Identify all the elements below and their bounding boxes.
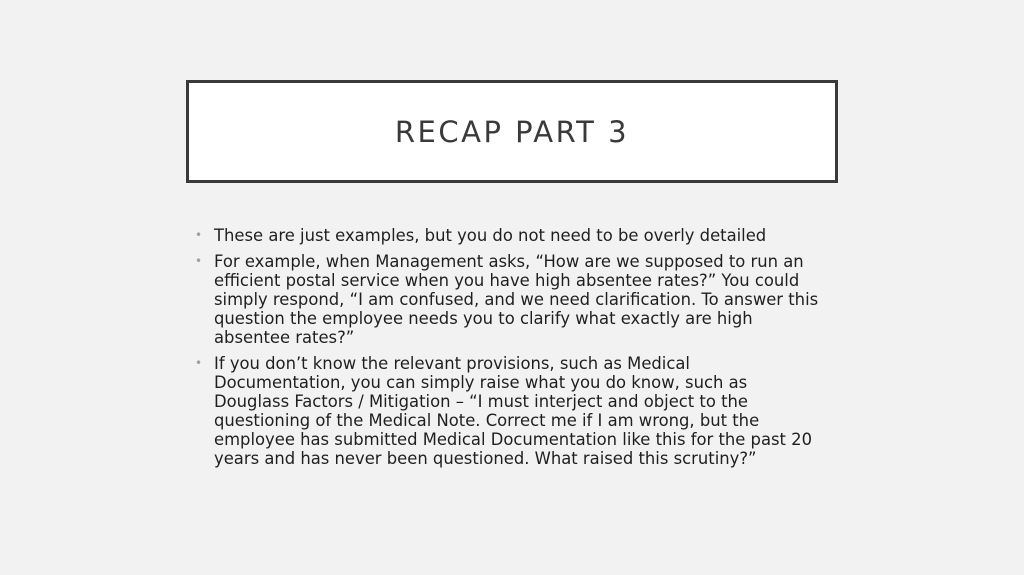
- title-box: [186, 80, 838, 183]
- bullet-text: For example, when Management asks, “How are we supposed to run an efficient postal service when you have high absentee rates?” You could simply respond, “I am confused, and we need clarification. To answer this question the employee needs you to clarify what exactly are high absentee rates?”: [214, 252, 819, 347]
- bullet-item: [195, 226, 825, 245]
- bullet-text: If you don’t know the relevant provisions, such as Medical Documentation, you can simply raise what you do know, such as Douglass Factors / Mitigation – “I must interject and object to the questioning of the Medical Note. Correct me if I am wrong, but the employee has submitted Medical Documentation like this for the past 20 years and has never been questioned. What raised this scrutiny?”: [214, 354, 813, 468]
- bullet-dot-icon: •: [195, 254, 203, 268]
- slide-title: RECAP PART 3: [394, 114, 630, 149]
- bullet-dot-icon: •: [195, 356, 203, 370]
- bullet-list: [195, 226, 825, 475]
- bullet-item: [195, 252, 825, 347]
- bullet-item: [195, 354, 825, 468]
- bullet-text: These are just examples, but you do not need to be overly detailed: [214, 226, 767, 245]
- bullet-dot-icon: •: [195, 228, 203, 242]
